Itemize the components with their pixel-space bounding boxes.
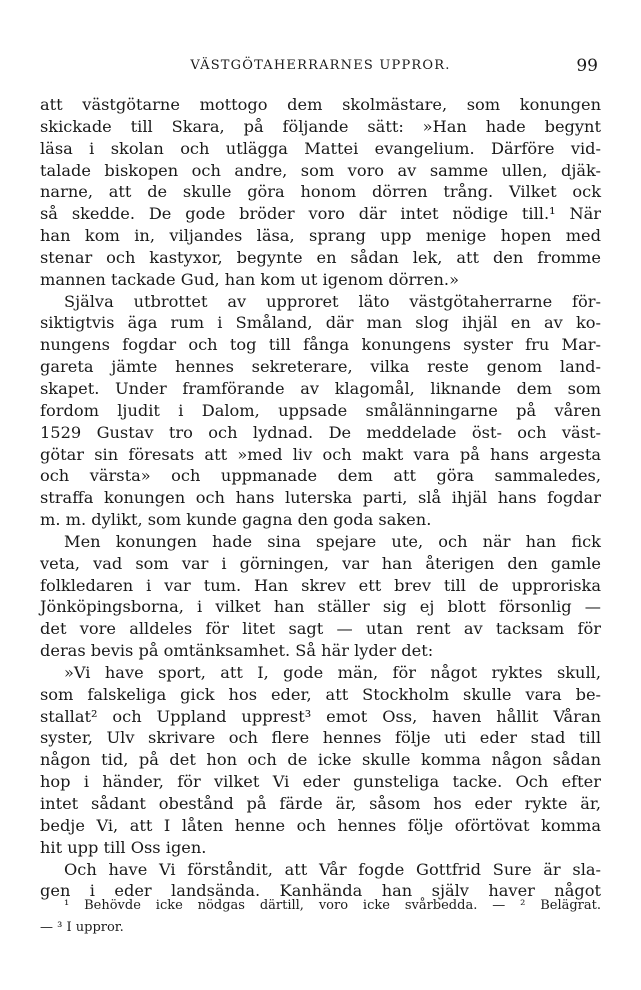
text-line: siktigtvis äga rum i Småland, där man slog ihjäl en av ko- [40, 313, 601, 333]
text-line: läsa i skolan och utlägga Mattei evangelium. Därföre vid- [40, 138, 601, 158]
footnote-line: ¹ Behövde icke nödgas därtill, voro icke svårbedda. — ² Belägrat. [64, 898, 601, 913]
text-line: gareta jämte hennes sekreterare, vilka reste genom land- [40, 357, 601, 377]
text-line: bedje Vi, att I låten henne och hennes följe oförtövat komma [40, 815, 601, 835]
text-line: någon tid, på det hon och de icke skulle komma någon sådan [40, 750, 601, 770]
text-line: Och have Vi förståndit, att Vår fogde Gottfrid Sure är sla- [64, 859, 601, 879]
text-line: att västgötarne mottogo dem skolmästare, som konungen [40, 95, 601, 114]
text-line: stallat² och Uppland upprest³ emot Oss, haven hållit Våran [40, 706, 601, 726]
text-line: talade biskopen och andre, som voro av samme ullen, djäk- [40, 160, 601, 180]
page-header [40, 58, 601, 82]
text-line: stenar och kastyxor, begynte en sådan lek, att den fromme [40, 247, 601, 267]
text-line: götar sin föresats att »med liv och makt vara på hans argesta [40, 444, 601, 464]
footnote-line: — ³ I uppror. [40, 919, 124, 935]
text-line: gen i eder landsända. Kanhända han själv haver något [40, 881, 601, 901]
footnotes [40, 896, 601, 937]
text-line: hop i händer, för vilket Vi eder gunsteliga tacke. Och efter [40, 772, 601, 792]
text-line: skickade till Skara, på följande sätt: »Han hade begynt [40, 116, 601, 136]
text-line: Men konungen hade sina spejare ute, och när han fick [64, 531, 601, 551]
text-line: skapet. Under framförande av klagomål, liknande dem som [40, 378, 601, 398]
text-line: »Vi have sport, att I, gode män, för något ryktes skull, [64, 662, 601, 682]
text-line: och värsta» och uppmanade dem att göra sammaledes, [40, 466, 601, 486]
text-line: mannen tackade Gud, han kom ut igenom dörren.» [40, 269, 459, 289]
text-line: hit upp till Oss igen. [40, 837, 207, 857]
text-line: så skedde. De gode bröder voro där intet nödige till.¹ När [40, 204, 601, 224]
text-line: Jönköpingsborna, i vilket han ställer sig ej blott försonlig — [40, 597, 601, 617]
text-line: som falskeliga gick hos eder, att Stockholm skulle vara be- [40, 684, 601, 704]
text-line: intet sådant obestånd på färde är, såsom hos eder rykte är, [40, 794, 601, 813]
text-line: det vore alldeles för litet sagt — utan rent av tacksam för [40, 619, 601, 639]
text-line: folkledaren i var tum. Han skrev ett brev till de upproriska [40, 575, 601, 595]
text-line: Själva utbrottet av upproret läto västgötaherrarne för- [64, 291, 601, 311]
text-line: 1529 Gustav tro och lydnad. De meddelade öst- och väst- [40, 422, 601, 442]
text-line: straffa konungen och hans luterska parti, slå ihjäl hans fogdar [40, 488, 601, 508]
text-line: veta, vad som var i görningen, var han återigen den gamle [40, 553, 601, 573]
text-line: narne, att de skulle göra honom dörren trång. Vilket ock [40, 182, 601, 202]
text-line: fordom ljudit i Dalom, uppsade smålänningarne på våren [40, 400, 601, 420]
page-number: 99 [576, 56, 598, 76]
text-line: deras bevis på omtänksamhet. Så här lyder det: [40, 641, 434, 661]
text-line: han kom in, viljandes läsa, sprang upp menige hopen med [40, 226, 601, 246]
text-line: m. m. dylikt, som kunde gagna den goda saken. [40, 510, 432, 530]
text-line: syster, Ulv skrivare och flere hennes följe uti eder stad till [40, 728, 601, 748]
text-line: nungens fogdar och tog till fånga konungens syster fru Mar- [40, 335, 601, 355]
running-title: VÄSTGÖTAHERRARNES UPPROR. [190, 58, 451, 73]
body-text [40, 94, 601, 902]
